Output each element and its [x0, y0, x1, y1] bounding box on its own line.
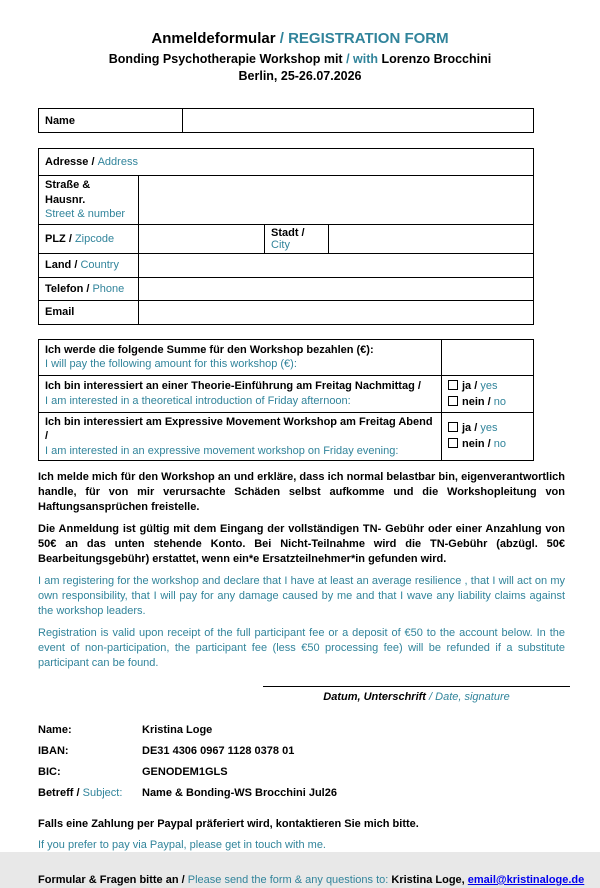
bank-bic-value: GENODEM1GLS — [142, 766, 228, 778]
bank-bic-label: BIC: — [38, 766, 61, 778]
street-label-cell — [39, 176, 139, 225]
title-de: Anmeldeformular — [151, 30, 280, 47]
table-row — [39, 109, 534, 133]
form-header — [0, 0, 600, 85]
address-table — [38, 148, 534, 325]
movement-interest-en: I am interested in an expressive movement workshop on Friday evening: — [45, 444, 399, 457]
footer-contact-name: Kristina Loge, — [391, 874, 468, 886]
footer-contact — [38, 873, 600, 888]
option-yes — [448, 378, 527, 394]
fee-amount-de: Ich werde die folgende Summe für den Workshop bezahlen (€): — [45, 343, 374, 356]
stadt-label-en: City — [271, 238, 290, 251]
page-title — [0, 30, 600, 48]
table-row — [39, 149, 534, 176]
email-label: Email — [45, 306, 75, 318]
bank-name-value: Kristina Loge — [142, 724, 213, 736]
name-table — [38, 108, 534, 133]
table-row — [39, 224, 534, 253]
bank-row-bic — [38, 762, 600, 783]
checkbox-icon[interactable] — [448, 422, 458, 432]
bank-iban-value: DE31 4306 0967 1128 0378 01 — [142, 745, 295, 757]
checkbox-icon[interactable] — [448, 396, 458, 406]
stadt-label-de: Stadt / — [271, 226, 305, 239]
declaration-de: Ich melde mich für den Workshop an und erkläre, dass ich normal belastbar bin, eigenverantwortlich handle, für von mir verursachte Schäden selbst aufkomme und die Workshopleitung von Haftungsansprüchen freistelle. — [38, 471, 565, 513]
checkbox-icon[interactable] — [448, 380, 458, 390]
signature-label-en: / Date, signature — [429, 691, 510, 703]
page-subtitle — [0, 51, 600, 68]
location-date: Berlin, 25-26.07.2026 — [238, 69, 362, 83]
email-input-cell[interactable] — [139, 300, 534, 324]
land-label-en: Country — [80, 259, 119, 271]
table-row — [39, 300, 534, 324]
bank-subject-label-en: Subject: — [82, 787, 123, 799]
footer-de: Formular & Fragen bitte an / — [38, 874, 188, 886]
address-header-de: Adresse / — [45, 156, 98, 168]
name-label: Name — [39, 109, 183, 133]
paypal-note — [38, 817, 600, 853]
subtitle-person: Lorenzo Brocchini — [381, 52, 492, 66]
subtitle-en: / with — [346, 52, 382, 66]
land-label-cell — [39, 253, 139, 277]
option-yes — [448, 420, 527, 436]
option-yes-de: ja / — [462, 379, 481, 392]
stadt-input-cell[interactable] — [329, 224, 534, 253]
bank-row-iban — [38, 741, 600, 762]
fee-amount-label-cell — [39, 339, 442, 375]
movement-interest-de: Ich bin interessiert am Expressive Movement Workshop am Freitag Abend / — [45, 415, 433, 442]
plz-input-cell[interactable] — [139, 224, 265, 253]
subtitle-de: Bonding Psychotherapie Workshop mit — [108, 52, 347, 66]
declaration-paragraphs — [38, 470, 565, 671]
stadt-label-cell — [265, 224, 329, 253]
name-input-cell[interactable] — [183, 109, 534, 133]
fee-amount-input-cell[interactable] — [442, 339, 534, 375]
street-label-en: Street & number — [45, 208, 126, 220]
movement-options-cell — [442, 412, 534, 461]
option-no-en: no — [493, 395, 507, 408]
paypal-note-en: If you prefer to pay via Paypal, please get in touch with me. — [38, 839, 326, 851]
land-input-cell[interactable] — [139, 253, 534, 277]
signature-block[interactable] — [263, 686, 570, 705]
fee-table — [38, 339, 534, 462]
email-link[interactable]: email@kristinaloge.de — [467, 874, 585, 886]
theory-options-cell — [442, 375, 534, 412]
table-row — [39, 375, 534, 412]
table-row — [39, 253, 534, 277]
option-no-en: no — [493, 438, 507, 451]
movement-interest-label-cell — [39, 412, 442, 461]
bank-row-name — [38, 720, 600, 741]
street-input-cell[interactable] — [139, 176, 534, 225]
bank-subject-label — [38, 783, 142, 804]
telefon-input-cell[interactable] — [139, 277, 534, 300]
bank-name-label: Name: — [38, 724, 72, 736]
theory-interest-label-cell — [39, 375, 442, 412]
telefon-label-cell — [39, 277, 139, 300]
plz-label-de: PLZ / — [45, 232, 75, 245]
option-no-de: nein / — [462, 395, 494, 408]
plz-label-cell — [39, 224, 139, 253]
theory-interest-en: I am interested in a theoretical introduction of Friday afternoon: — [45, 394, 351, 407]
plz-label-en: Zipcode — [74, 232, 115, 245]
bank-details — [38, 720, 600, 804]
bank-iban-label: IBAN: — [38, 745, 69, 757]
checkbox-icon[interactable] — [448, 438, 458, 448]
signature-label-de: Datum, Unterschrift — [323, 691, 430, 703]
declaration-en: I am registering for the workshop and declare that I have at least an average resilience , that I will act on my own responsibility, that I will pay for any damage caused by me and that I wave any liability claims against the workshop leaders. — [38, 575, 565, 617]
table-row — [39, 339, 534, 375]
title-en: / REGISTRATION FORM — [279, 30, 449, 47]
email-label-cell — [39, 300, 139, 324]
option-yes-de: ja / — [462, 422, 481, 435]
option-no-de: nein / — [462, 438, 494, 451]
bank-subject-label-de: Betreff / — [38, 787, 83, 799]
telefon-label-en: Phone — [92, 282, 125, 295]
telefon-label-de: Telefon / — [45, 282, 93, 295]
payment-terms-en: Registration is valid upon receipt of the full participant fee or a deposit of €50 to the account below. In the event of non-participation, the participant fee (less €50 processing fee) will be refunded if a substitute participant can be found. — [38, 627, 565, 669]
fee-amount-en: I will pay the following amount for this workshop (€): — [45, 358, 297, 370]
option-no — [448, 436, 527, 452]
address-header-cell — [39, 149, 534, 176]
bank-subject-value: Name & Bonding-WS Brocchini Jul26 — [142, 787, 337, 799]
option-yes-en: yes — [480, 422, 498, 435]
street-label-de: Straße & Hausnr. — [45, 179, 91, 206]
table-row — [39, 277, 534, 300]
land-label-de: Land / — [45, 259, 81, 271]
theory-interest-de: Ich bin interessiert an einer Theorie-Einführung am Freitag Nachmittag / — [45, 380, 421, 392]
option-no — [448, 394, 527, 410]
option-yes-en: yes — [480, 379, 498, 392]
table-row — [39, 176, 534, 225]
table-row — [39, 412, 534, 461]
address-header-en: Address — [97, 156, 138, 168]
bank-row-subject — [38, 783, 600, 804]
paypal-note-de: Falls eine Zahlung per Paypal präferiert wird, kontaktieren Sie mich bitte. — [38, 818, 419, 830]
payment-terms-de: Die Anmeldung ist gültig mit dem Eingang der vollständigen TN- Gebühr oder einer Anzahlung von 50€ an das unten stehende Konto. Bei Nicht-Teilnahme wird die TN-Gebühr (abzügl. 50€ Bearbeitungsgebühr) erstattet, wenn ein*e Ersatzteilnehmer*in gefunden wird. — [38, 523, 565, 565]
footer-en: Please send the form & any questions to: — [187, 874, 392, 886]
